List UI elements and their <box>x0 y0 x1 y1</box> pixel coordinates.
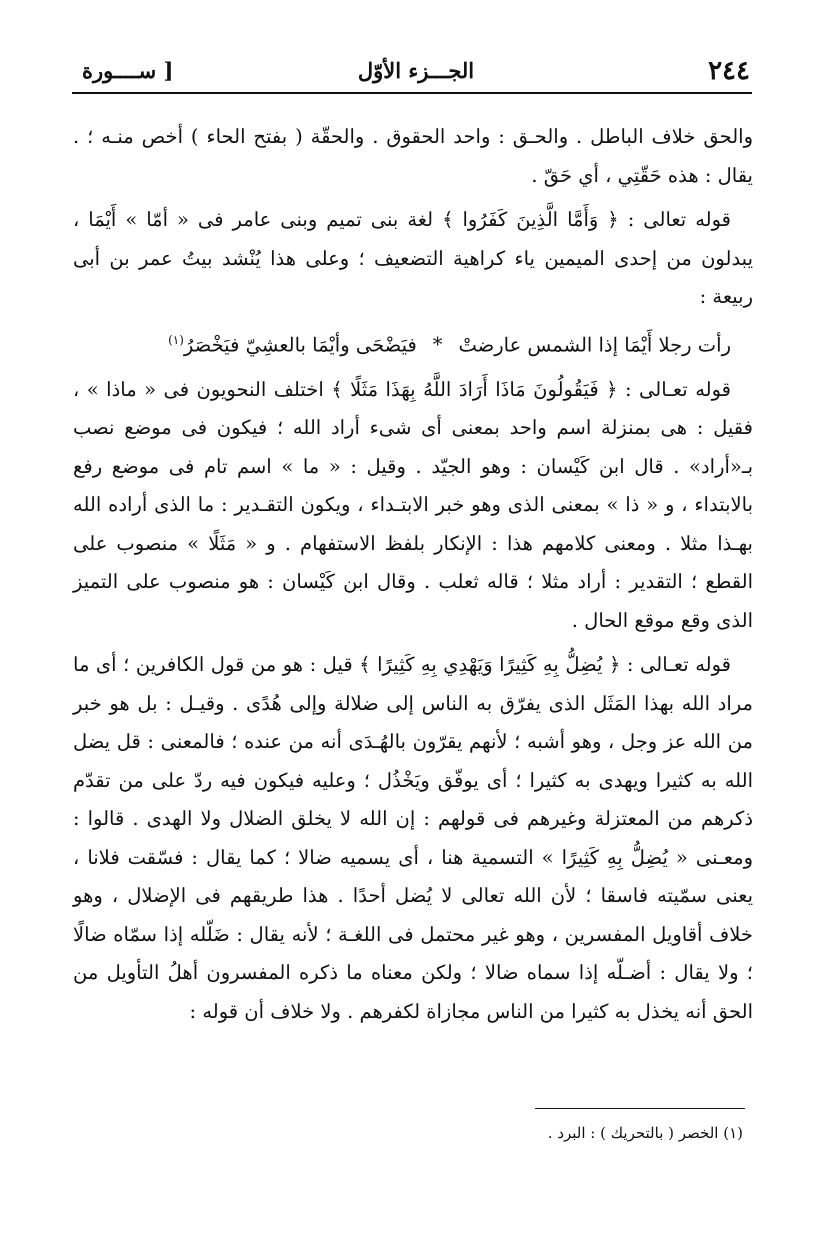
running-title: الجـــزء الأوّل <box>357 58 475 83</box>
footnote-divider <box>535 1108 745 1109</box>
surah-label: [ ســــورة <box>82 58 174 83</box>
verse-hemistich-first: رأت رجلا أَيْمَا إذا الشمس عارضتْ <box>458 333 731 356</box>
page-header <box>82 52 750 94</box>
verse-hemistich-second: فيَضْحَى وأيْمَا بالعشِيّ فيَخْصَرُ <box>183 333 417 356</box>
main-text <box>73 118 753 1031</box>
footnote: (١) الخصر ( بالتحريك ) : البرد . <box>547 1124 743 1142</box>
paragraph-amma-dialect: قوله تعالى : ﴿ وَأَمَّا الَّذِينَ كَفَرُوا ﴾ لغة بنى تميم وبنى عامر فى « أمّا » أَيْمَا ، يبدلون من إحدى الميمين ياء كراهية التضعيف ؛ وعلى هذا يُنْشد بيتُ عمر بن أبى ربيعة : <box>73 208 753 308</box>
verse-separator: * <box>432 333 443 356</box>
poetry-verse <box>73 321 753 365</box>
paragraph-truth-definition: والحق خلاف الباطل . والحـق : واحد الحقوق . والحقّة ( بفتح الحاء ) أخص منـه ؛ . يقال : هذه حَقّتِي ، أي حَقّ . <box>73 125 753 187</box>
paragraph-madha-grammar: قوله تعـالى : ﴿ فَيَقُولُونَ مَاذَا أَرَادَ اللَّهُ بِهَذَا مَثَلًا ﴾ اختلف النحويون فى « ماذا » ، فقيل : هى بمنزلة اسم واحد بمعنى أى شىء أراد الله ؛ فيكون فى موضع نصب بـ«أراد» . قال ابن كَيْسان : وهو الجيّد . وقيل : « ما » اسم تام فى موضع رفع بالابتداء ، و « ذا » بمعنى الذى وهو خبر الابتـداء ، ويكون التقـدير : ما الذى أراده الله بهـذا مثلا . ومعنى كلامهم هذا : الإنكار بلفظ الاستفهام . و « مَثَلًا » منصوب على القطع ؛ التقدير : أراد مثلا ؛ قاله ثعلب . وقال ابن كَيْسان : هو منصوب على التميز الذى وقع موقع الحال . <box>73 377 753 632</box>
header-divider <box>72 92 752 94</box>
page-number: ٢٤٤ <box>708 56 750 86</box>
paragraph-misguide-commentary: قوله تعـالى : ﴿ يُضِلُّ بِهِ كَثِيرًا وَيَهْدِي بِهِ كَثِيرًا ﴾ قيل : هو من قول الكافرين ؛ أى ما مراد الله بهذا المَثَل الذى يفرّق به الناس إلى ضلالة وإلى هُدًى . وقيـل : بل هو خبر من الله عز وجل ، وهو أشبه ؛ لأنهم يقرّون بالهُـدَى أنه من عنده ؛ فالمعنى : قل يضل الله به كثيرا ويهدى به كثيرا ؛ أى يوفّق ويَخْذُل ؛ وعليه فيكون فيه ردّ على من تقدّم ذكرهم من المعتزلة وغيرهم فى قولهم : إن الله لا يخلق الضلال ولا الهدى . قالوا : ومعـنى « يُضِلُّ بِهِ كَثِيرًا » التسمية هنا ، أى يسميه ضالا ؛ كما يقال : فسّقت فلانا ، يعنى سمّيته فاسقا ؛ لأن الله تعالى لا يُضل أحدًا . هذا طريقهم فى الإضلال ، وهو خلاف أقاويل المفسرين ، وهو غير محتمل فى اللغـة ؛ لأنه يقال : ضَلّله إذا سمّاه ضالًا ؛ ولا يقال : أضـلّه إذا سماه ضالا ؛ ولكن معناه ما ذكره المفسرون أهلُ التأويل من الحق أنه يخذل به كثيرا من الناس مجازاة لكفرهم . ولا خلاف أن قوله : <box>73 653 753 1023</box>
footnote-reference: (١) <box>168 332 184 347</box>
